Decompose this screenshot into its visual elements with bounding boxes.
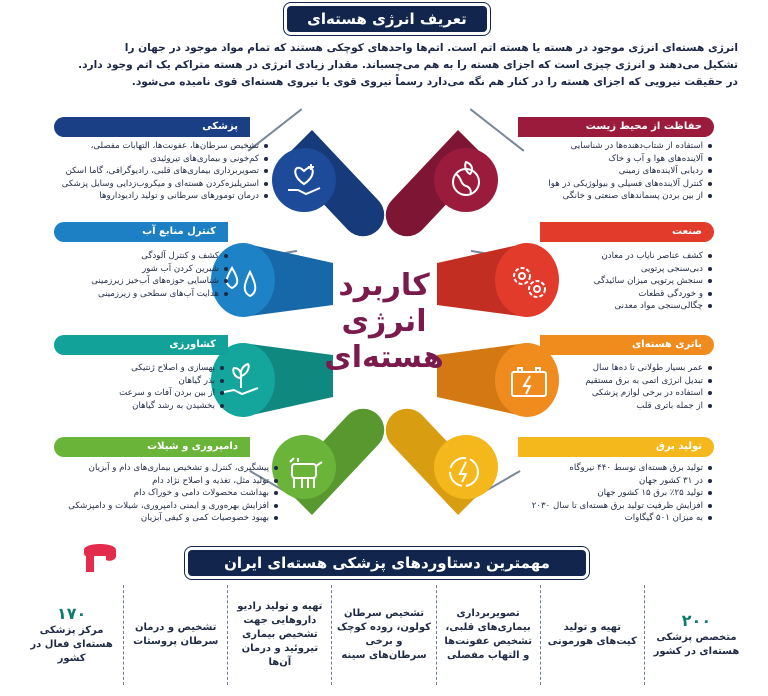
- list-item: بخشیدن به رشد گیاهان: [56, 400, 224, 413]
- achievements-title: مهمترین دستاوردهای پزشکی هسته‌ای ایران: [188, 550, 586, 576]
- list-item: تشخیص سرطان‌ها، عفونت‌ها، التهابات مفصلی،: [56, 140, 268, 153]
- sector-list-medicine: [56, 140, 268, 203]
- center-title-line: کاربرد: [338, 268, 430, 303]
- achievement-item: [436, 585, 540, 685]
- list-item: به میزان ۵۰۱ گیگاوات: [496, 512, 712, 525]
- list-item: آلاینده‌های هوا و آب و خاک: [500, 153, 712, 166]
- list-item: تولید برق هسته‌ای توسط ۴۴۰ نیروگاه: [496, 462, 712, 475]
- achievement-number: ۱۷۰: [56, 604, 87, 623]
- list-item: عمر بسیار طولانی تا ده‌ها سال: [540, 362, 712, 375]
- sector-tag-water: کنترل منابع آب: [54, 222, 228, 242]
- page-title: تعریف انرژی هسته‌ای: [287, 6, 487, 32]
- achievement-item: [227, 585, 331, 685]
- list-item: بهداشت محصولات دامی و خوراک دام: [56, 487, 278, 500]
- intro-line: انرژی هسته‌ای انرژی موجود در هسته یا هسته اتم است. اتم‌ها واحدهای کوچکی هستند که تمام مواد موجود در جهان را: [124, 42, 738, 54]
- list-item: کم‌خونی و بیماری‌های تیروئیدی: [56, 153, 268, 166]
- list-item: افزایش بهره‌وری و ایمنی دامپروری، شیلات و دامپزشکی: [56, 500, 278, 513]
- list-item: بهبود خصوصیات کمی و کیفی آبزیان: [56, 512, 278, 525]
- achievement-item: [123, 585, 227, 685]
- list-item: ردیابی آلاینده‌های زمینی: [500, 165, 712, 178]
- achievement-text: تشخیص و درمان سرطان پروستات: [133, 622, 219, 647]
- achievement-item: [331, 585, 435, 685]
- achievement-item: [20, 585, 123, 685]
- publisher-logo-icon: [80, 536, 120, 576]
- cow-icon: [286, 452, 326, 492]
- sector-tag-medicine: پزشکی: [54, 117, 250, 137]
- list-item: درمان تومورهای سرطانی و تولید رادیوداروها: [56, 190, 268, 203]
- list-item: دبی‌سنجی پرتویی: [540, 263, 712, 276]
- list-item: در ۳۱ کشور جهان: [496, 475, 712, 488]
- list-item: و خوردگی قطعات: [540, 288, 712, 301]
- list-item: سنجش پرتویی میزان سائیدگی: [540, 275, 712, 288]
- list-item: تولید ۲۵٪ برق ۱۵ کشور جهان: [496, 487, 712, 500]
- plant-hand-icon: [220, 362, 262, 402]
- achievement-text: مرکز پزشکی هسته‌ای فعال در کشور: [30, 625, 113, 664]
- list-item: استفاده از شتاب‌دهنده‌ها در شناسایی: [500, 140, 712, 153]
- list-item: بهسازی و اصلاح ژنتیکی: [56, 362, 224, 375]
- sector-list-environment: [500, 140, 712, 203]
- sector-list-livestock: [56, 462, 278, 525]
- sector-tag-livestock: دامپروری و شیلات: [54, 437, 250, 457]
- achievement-text: متخصص پزشکی هسته‌ای در کشور: [653, 632, 740, 657]
- list-item: از بین بردن آفات و سرعت: [56, 387, 224, 400]
- list-item: شناسایی حوزه‌های آب‌خیز زیرزمینی: [56, 275, 228, 288]
- globe-leaf-icon: [446, 160, 486, 200]
- intro-text: [30, 40, 738, 91]
- list-item: از بین بردن پسماندهای صنعتی و خانگی: [500, 190, 712, 203]
- heart-hand-icon: [284, 160, 324, 200]
- list-item: استفاده در برخی لوازم پزشکی: [540, 387, 712, 400]
- list-item: شیرین کردن آب شور: [56, 263, 228, 276]
- power-icon: [444, 452, 484, 492]
- achievement-text: تشخیص سرطان کولون، روده کوچک و برخی سرطان‌های سینه: [337, 608, 431, 661]
- sector-tag-environment: حفاظت از محیط زیست: [518, 117, 714, 137]
- sector-list-water: [56, 250, 228, 300]
- list-item: کشف عناصر نایاب در معادن: [540, 250, 712, 263]
- list-item: کنترل آلاینده‌های فسیلی و بیولوژیکی در هوا: [500, 178, 712, 191]
- list-item: پیشگیری، کنترل و تشخیص بیماری‌های دام و آبزیان: [56, 462, 278, 475]
- sector-tag-electricity: تولید برق: [518, 437, 714, 457]
- sector-tag-industry: صنعت: [540, 222, 714, 242]
- list-item: استریلیزه‌کردن هسته‌ای و میکروب‌زدایی وسایل پزشکی: [56, 178, 268, 191]
- intro-line: در حقیقت نیرویی که اجزای هسته را در کنار هم نگه می‌دارد رسماً نیروی قوی یا نیروی هسته‌ای قوی نامیده می‌شود.: [131, 76, 738, 88]
- list-item: هدایت آب‌های سطحی و زیرزمینی: [56, 288, 228, 301]
- sector-list-electricity: [496, 462, 712, 525]
- center-title-line: انرژی: [341, 304, 427, 339]
- center-title: [322, 268, 446, 376]
- achievement-item: [644, 585, 748, 685]
- achievements-row: [20, 585, 748, 685]
- list-item: بذر گیاهان: [56, 375, 224, 388]
- achievement-number: ۲۰۰: [681, 611, 712, 630]
- center-title-line: هسته‌ای: [324, 340, 444, 375]
- achievement-text: تصویربرداری بیماری‌های قلبی، تشخیص عفونت‌ها و التهاب مفصلی: [444, 608, 532, 661]
- sector-list-industry: [540, 250, 712, 313]
- sector-list-battery: [540, 362, 712, 412]
- achievement-text: تهیه و تولید کیت‌های هورمونی: [547, 622, 637, 647]
- list-item: کشف و کنترل آلودگی: [56, 250, 228, 263]
- sector-tag-battery: باتری هسته‌ای: [540, 335, 714, 355]
- achievement-item: [540, 585, 644, 685]
- list-item: از جمله باتری قلب: [540, 400, 712, 413]
- list-item: تولید مثل، تغذیه و اصلاح نژاد دام: [56, 475, 278, 488]
- achievement-text: تهیه و تولید رادیو داروهایی جهت تشخیص بیماری تیروئید و درمان آن‌ها: [237, 601, 323, 668]
- intro-line: تشکیل می‌دهند و انرژی چیزی است که اجزای هسته را به هم می‌چسباند. مقدار زیادی انرژی در هسته متراکم یک اتم وجود دارد.: [78, 59, 738, 71]
- sector-list-agriculture: [56, 362, 224, 412]
- list-item: تصویربرداری بیماری‌های قلبی، رادیوگرافی، گاما اسکن: [56, 165, 268, 178]
- list-item: تبدیل انرژی اتمی به برق مستقیم: [540, 375, 712, 388]
- sector-tag-agriculture: کشاورزی: [54, 335, 228, 355]
- list-item: افزایش ظرفیت تولید برق هسته‌ای تا سال ۲۰۳۰: [496, 500, 712, 513]
- list-item: چگالی‌سنجی مواد معدنی: [540, 300, 712, 313]
